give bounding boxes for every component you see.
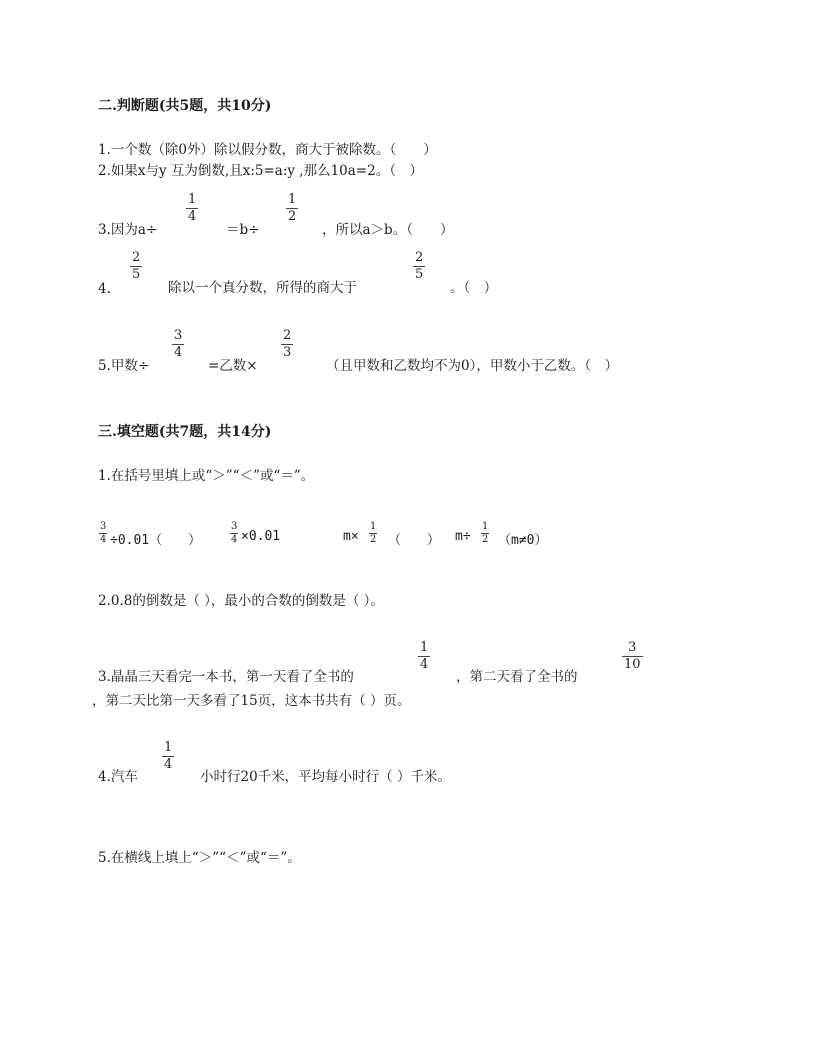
section3-heading: 三.填空题(共7题，共14分) [98,424,272,440]
expression-4-condition: （m≠0） [498,533,548,548]
question-2-3-part-b: ＝b÷ [226,222,260,238]
question-2-4-part-c: 。（ ） [450,280,498,296]
fraction [186,193,198,224]
question-2-5-part-c: （且甲数和乙数均不为0），甲数小于乙数。（ ） [326,358,619,374]
question-3-1: 1.在括号里填上或“＞”“＜”或“＝”。 [98,468,315,484]
denominator: 2 [288,209,297,224]
question-2-5-part-a: 5.甲数÷ [98,358,150,374]
question-2-5-part-b: =乙数× [208,358,258,374]
question-3-4-part-b: 小时行20千米，平均每小时行（ ）千米。 [200,769,451,785]
fraction [99,522,107,545]
numerator: 2 [283,328,292,343]
question-3-5: 5.在横线上填上“＞”“＜”或“＝”。 [98,850,301,866]
numerator: 1 [420,640,429,655]
numerator: 1 [482,521,489,532]
numerator: 3 [231,521,238,532]
fraction [413,251,425,282]
fraction [130,251,142,282]
question-3-4-part-a: 4.汽车 [98,769,138,785]
numerator: 1 [164,740,173,755]
expression-3: m× [343,529,359,544]
denominator: 4 [231,534,238,545]
numerator: 3 [628,640,637,655]
question-3-2: 2.0.8的倒数是（ ），最小的合数的倒数是（ ）。 [98,593,384,609]
expression-2: ×0.01 [241,529,281,544]
denominator: 4 [188,209,197,224]
question-2-4-part-b: 除以一个真分数，所得的商大于 [168,280,357,296]
question-2-1: 1.一个数（除0外）除以假分数，商大于被除数。（ ） [98,142,437,158]
denominator: 5 [132,267,141,282]
numerator: 1 [288,192,297,207]
question-3-3-part-b: ，第二天看了全书的 [456,669,578,685]
question-3-3-part-a: 3.晶晶三天看完一本书，第一天看了全书的 [98,669,354,685]
denominator: 10 [624,657,641,672]
fraction [281,329,293,360]
numerator: 1 [188,192,197,207]
fraction [172,329,184,360]
expression-3-blank: （ ） [388,533,441,548]
expression-1: ÷0.01（ ） [110,533,202,548]
denominator: 4 [100,534,107,545]
fraction [162,741,174,772]
fraction [481,522,489,545]
numerator: 3 [100,521,107,532]
question-2-3-part-a: 3.因为a÷ [98,222,158,238]
fraction [286,193,298,224]
question-2-4-part-a: 4. [98,281,111,297]
question-2-2: 2.如果x与y 互为倒数,且x:5=a:y ,那么10a=2。（ ） [98,163,423,179]
question-2-3-part-c: ，所以a＞b。（ ） [322,222,454,238]
numerator: 1 [370,521,377,532]
fraction [369,522,377,545]
numerator: 2 [415,250,424,265]
fraction [622,641,643,672]
expression-4: m÷ [455,529,471,544]
numerator: 3 [174,328,183,343]
fraction [418,641,430,672]
fraction [230,522,238,545]
denominator: 2 [482,534,489,545]
denominator: 2 [370,534,377,545]
denominator: 3 [283,345,292,360]
question-3-3-part-c: ，第二天比第一天多看了15页，这本书共有（ ）页。 [92,693,411,709]
section2-heading: 二.判断题(共5题，共10分) [98,98,272,114]
denominator: 4 [420,657,429,672]
denominator: 4 [174,345,183,360]
denominator: 4 [164,757,173,772]
numerator: 2 [132,250,141,265]
denominator: 5 [415,267,424,282]
